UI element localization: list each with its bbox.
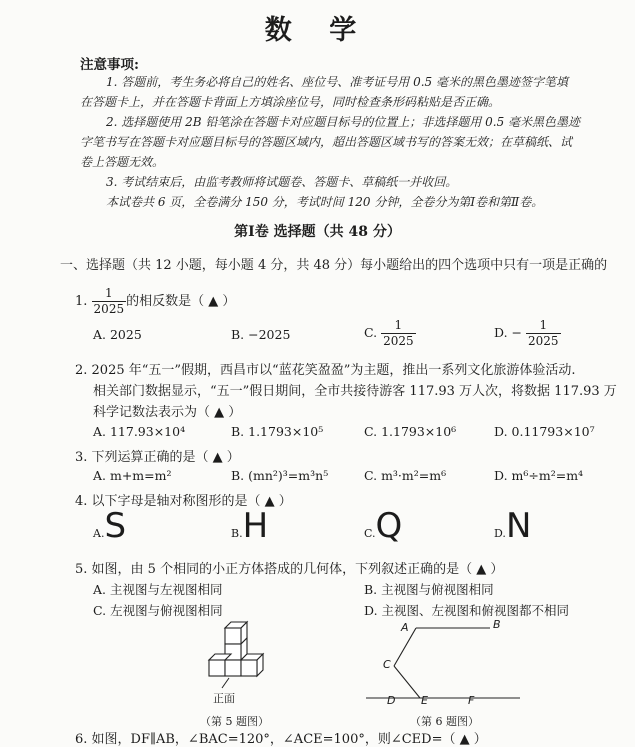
notice-line: 字笔书写在答题卡对应题目标号的答题区域内，超出答题区域书写的答案无效；在草稿纸、试 bbox=[80, 135, 573, 149]
q3-option-d: D. m⁶÷m²=m⁴ bbox=[494, 468, 584, 483]
q4-stem: 4. 以下字母是轴对称图形的是（ ▲ ） bbox=[75, 494, 292, 509]
q2-line3: 科学记数法表示为（ ▲ ） bbox=[93, 405, 242, 420]
notice-line: 1. 答题前，考生务必将自己的姓名、座位号、准考证号用 0.5 毫米的黑色墨迹签字笔填 bbox=[106, 75, 568, 89]
notice-line: 在答题卡上，并在答题卡背面上方填涂座位号，同时检查条形码粘贴是否正确。 bbox=[80, 95, 501, 109]
q3-option-a: A. m+m=m² bbox=[93, 468, 172, 483]
notice-line: 2. 选择题使用 2B 铅笔涂在答题卡对应题目标号的位置上；非选择题用 0.5 毫米黑色墨迹 bbox=[106, 115, 581, 129]
q5-option-c: C. 左视图与俯视图相同 bbox=[93, 603, 223, 618]
notice-heading: 注意事项: bbox=[80, 57, 139, 73]
notice-line: 卷上答题无效。 bbox=[80, 155, 165, 169]
q2-option-d: D. 0.11793×10⁷ bbox=[494, 424, 595, 439]
q4-option-d: D.N bbox=[494, 506, 532, 546]
fig6-label-b: B bbox=[493, 618, 501, 631]
q3-option-b: B. (mn²)³=m³n⁵ bbox=[231, 468, 329, 483]
q1-stem: 的相反数是（ ▲ ） bbox=[126, 294, 236, 309]
q1-number: 1. bbox=[75, 294, 88, 309]
question-1 bbox=[75, 286, 235, 317]
q4-option-b: B.H bbox=[231, 506, 269, 546]
q2-option-b: B. 1.1793×10⁵ bbox=[231, 424, 324, 439]
fig6-label-a: A bbox=[401, 621, 409, 634]
q1-option-b: B. −2025 bbox=[231, 327, 291, 342]
fig6-label-e: E bbox=[421, 694, 428, 707]
q6-stem: 6. 如图，DF∥AB，∠BAC=120°，∠ACE=100°，则∠CED=（ ▲ ） bbox=[75, 732, 487, 747]
fig6-label-d: D bbox=[387, 694, 396, 707]
fig5-caption: （第 5 题图） bbox=[200, 715, 269, 728]
notice-line: 本试卷共 6 页，全卷满分 150 分，考试时间 120 分钟，全卷分为第Ⅰ卷和第Ⅱ卷。 bbox=[106, 195, 544, 209]
q5-option-b: B. 主视图与俯视图相同 bbox=[364, 582, 494, 597]
q1-fraction: $\frac{1}{2025}$ bbox=[93, 286, 125, 316]
section-title: 第Ⅰ卷 选择题（共 48 分） bbox=[234, 224, 401, 240]
q4-option-c: C.Q bbox=[364, 506, 403, 546]
part1-instructions: 一、选择题（共 12 小题，每小题 4 分，共 48 分）每小题给出的四个选项中只有一项是正确的 bbox=[60, 258, 608, 273]
q4-option-a: A.S bbox=[93, 506, 127, 546]
notice-line: 3. 考试结束后，由监考教师将试题卷、答题卡、草稿纸一并收回。 bbox=[106, 175, 458, 189]
q5-option-d: D. 主视图、左视图和俯视图都不相同 bbox=[364, 603, 570, 618]
q1-option-a: A. 2025 bbox=[93, 327, 142, 342]
page-title: 数 学 bbox=[264, 15, 371, 46]
q1-option-c: C. $\frac{1}{2025}$ bbox=[364, 318, 414, 348]
figure-5-cubes bbox=[195, 618, 285, 694]
q1-option-d: D. − $\frac{1}{2025}$ bbox=[494, 318, 559, 348]
fig6-label-f: F bbox=[468, 694, 475, 707]
fig6-label-c: C bbox=[383, 658, 391, 671]
q3-stem: 3. 下列运算正确的是（ ▲ ） bbox=[75, 450, 240, 465]
q5-option-a: A. 主视图与左视图相同 bbox=[93, 582, 223, 597]
q2-line2: 相关部门数据显示，“五一”假日期间，全市共接待游客 117.93 万人次，将数据 117.93 万 bbox=[93, 384, 617, 399]
fig6-caption: （第 6 题图） bbox=[410, 715, 479, 728]
fig5-front-label: 正面 bbox=[213, 692, 235, 705]
q5-stem: 5. 如图，由 5 个相同的小正方体搭成的几何体，下列叙述正确的是（ ▲ ） bbox=[75, 562, 504, 577]
q2-option-a: A. 117.93×10⁴ bbox=[93, 424, 186, 439]
front-arrow bbox=[222, 678, 229, 688]
q2-option-c: C. 1.1793×10⁶ bbox=[364, 424, 457, 439]
q3-option-c: C. m³·m²=m⁶ bbox=[364, 468, 447, 483]
q2-line1: 2. 2025 年“五一”假期，西昌市以“蓝花笑盈盈”为主题，推出一系列文化旅游体验活动. bbox=[75, 363, 576, 378]
